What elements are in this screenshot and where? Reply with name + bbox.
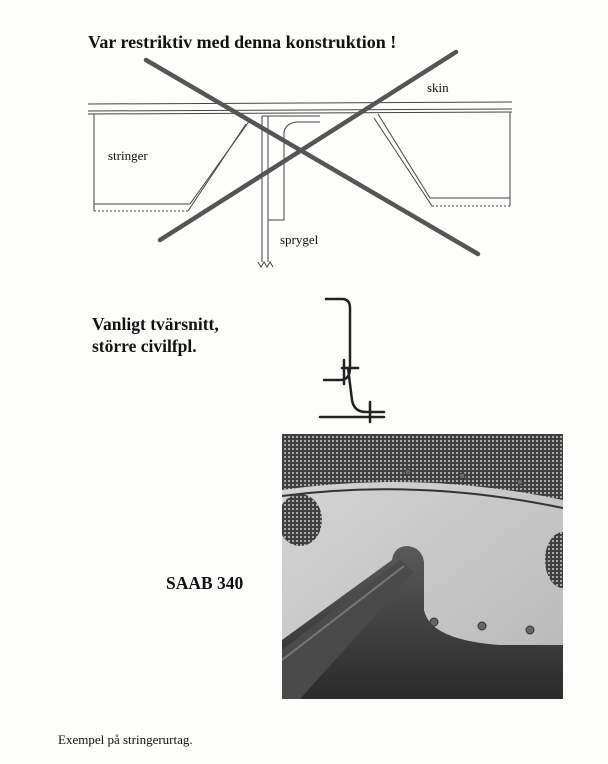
- cross-section-line-1: Vanligt tvärsnitt,: [92, 314, 219, 334]
- cross-section-note: [92, 313, 219, 357]
- sprygel-label: sprygel: [280, 232, 319, 247]
- skin-label: skin: [427, 80, 449, 95]
- top-heading: Var restriktiv med denna konstruktion !: [88, 32, 397, 52]
- figure-caption: Exempel på stringerurtag.: [58, 732, 193, 747]
- saab-340-label: SAAB 340: [166, 573, 244, 593]
- right-stringer: [374, 112, 510, 206]
- stringer-label: stringer: [108, 148, 148, 163]
- saab-340-photo: [278, 434, 581, 699]
- cross-section-line-2: större civilfpl.: [92, 336, 197, 356]
- z-section-sketch: [320, 299, 384, 422]
- skin-plate: [88, 102, 512, 114]
